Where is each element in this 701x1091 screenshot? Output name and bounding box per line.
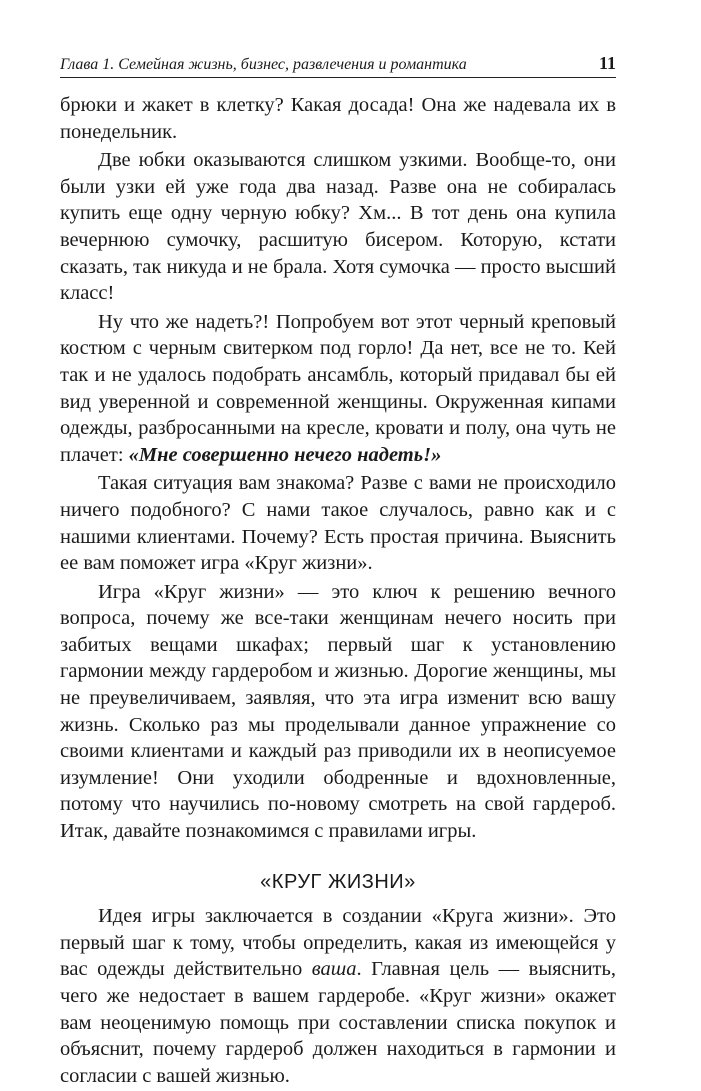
paragraph-1: брюки и жакет в клетку? Какая досада! Она же надевала их в понедельник. [60, 94, 616, 143]
paragraph-3-emphasis: «Мне совершенно нечего надеть!» [128, 443, 442, 466]
paragraph-4: Такая ситуация вам знакома? Разве с вами не происходило ничего подобного? С нами такое случалось, равно как и с нашими клиентами. Почему? Есть простая причина. Выяснить ее вам поможет игра «Круг жизни». [60, 472, 616, 575]
chapter-title: Глава 1. Семейная жизнь, бизнес, развлечения и романтика [60, 56, 467, 73]
paragraph-2: Две юбки оказываются слишком узкими. Вообще-то, они были узки ей уже года два назад. Разве она не собиралась купить еще одну черную юбку? Хм... В тот день она купила вечернюю сумочку, расшитую бисером. Которую, кстати сказать, так никуда и не брала. Хотя сумочка — просто высший класс! [60, 149, 616, 305]
paragraph-3-text: Ну что же надеть?! Попробуем вот этот черный креповый костюм с черным свитерком под горло! Да нет, все не то. Кей так и не удалось подобрать ансамбль, который придавал бы ей вид уверенной и современной женщины. Окруженная кипами одежды, разбросанными на кресле, кровати и полу, она чуть не плачет: [60, 310, 616, 466]
section-title: «КРУГ ЖИЗНИ» [260, 870, 416, 893]
paragraph-6 [60, 903, 616, 1089]
paragraph-3 [60, 309, 616, 469]
paragraph-6-part-b: . Главная цель — выяснить, чего же недостает в вашем гардеробе. «Круг жизни» окажет вам неоценимую помощь при составлении списка покупок и объяснит, почему гардероб должен находиться в гармонии и согласии с вашей жизнью. [60, 958, 616, 1087]
page-number: 11 [598, 53, 616, 73]
running-header [60, 53, 616, 78]
paragraph-5: Игра «Круг жизни» — это ключ к решению вечного вопроса, почему же все-таки женщинам нечего носить при забитых вещами шкафах; первый шаг к установлению гармонии между гардеробом и жизнью. Дорогие женщины, мы не преувеличиваем, заявляя, что эта игра изменит всю вашу жизнь. Сколько раз мы проделывали данное упражнение со своими клиентами и каждый раз приводили их в неописуемое изумление! Они уходили ободренные и вдохновленные, потому что научились по-новому смотреть на свой гардероб. Итак, давайте познакомимся с правилами игры. [60, 580, 616, 843]
paragraph-6-part-a: Идея игры заключается в создании «Круга жизни». Это первый шаг к тому, чтобы определить, какая из имеющейся у вас одежды действительно [60, 905, 616, 981]
paragraph-6-emphasis: ваша [311, 958, 357, 981]
body-text [60, 92, 616, 1091]
